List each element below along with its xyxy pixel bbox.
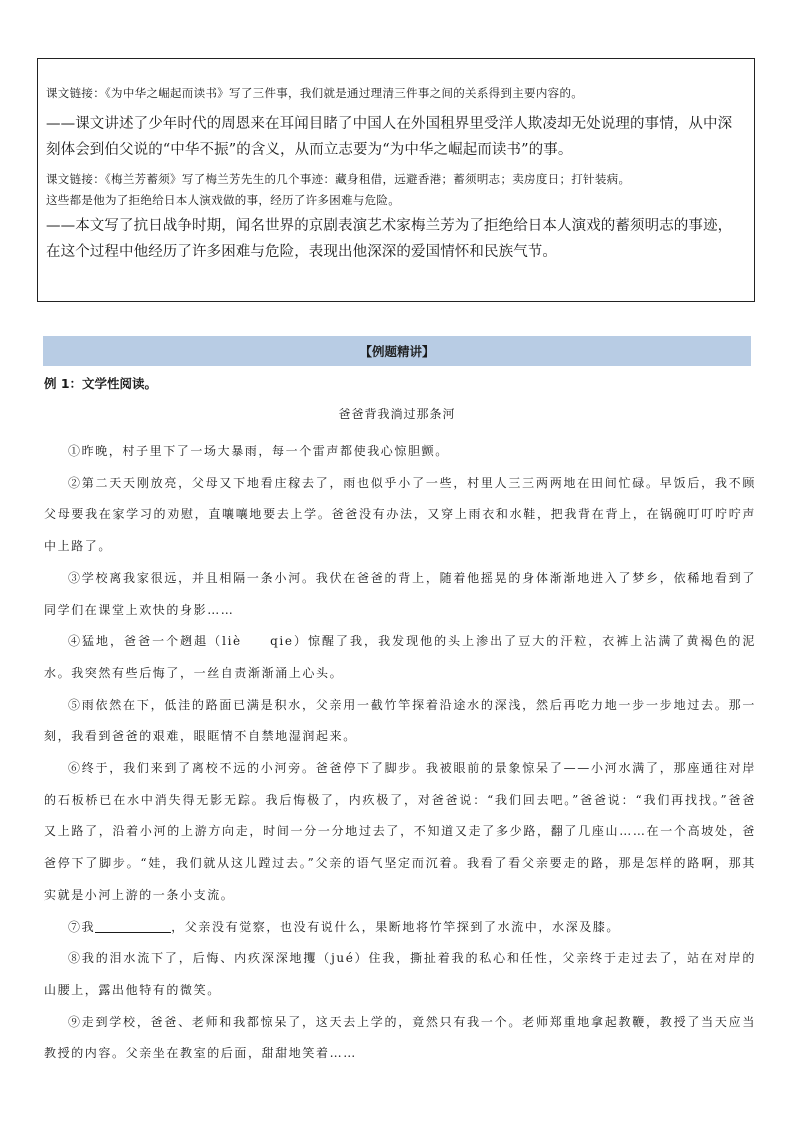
lesson-link-box [37, 58, 755, 302]
example-title: 例 1：文学性阅读。 [44, 376, 158, 391]
lesson-link-2b: 这些都是他为了拒绝给日本人演戏做的事，经历了许多困难与危险。 [46, 193, 400, 207]
paragraph-7-end: ，父亲没有觉察，也没有说什么，果断地将竹竿探到了水流中，水深及膝。 [171, 919, 621, 934]
paragraph-4: ④猛地，爸爸一个趔趄（liè qie）惊醒了我，我发现他的头上渗出了豆大的汗粒，衣裤上沾满了黄褐色的泥水。我突然有些后悔了，一丝自责渐渐涌上心头。 [44, 634, 756, 680]
paragraph-6: ⑥终于，我们来到了离校不远的小河旁。爸爸停下了脚步。我被眼前的景象惊呆了——小河水满了，那座通往对岸的石板桥已在水中消失得无影无踪。我后悔极了，内疚极了，对爸爸说：“我们回去吧。”爸爸说：“我们再找找。”爸爸又上路了，沿着小河的上游方向走，时间一分一分地过去了，不知道又走了多少路，翻了几座山……在一个高坡处，爸爸停下了脚步。“娃，我们就从这儿蹚过去。”父亲的语气坚定而沉着。我看了看父亲要走的路，那是怎样的路啊，那其实就是小河上游的一条小支流。 [44, 761, 756, 902]
story-body [44, 436, 756, 1070]
paragraph-7 [44, 912, 756, 944]
fill-in-blank[interactable] [95, 919, 171, 933]
paragraph-2: ②第二天天刚放亮，父母又下地看庄稼去了，雨也似乎小了一些，村里人三三两两地在田间忙碌。早饭后，我不顾父母要我在家学习的劝慰，直嚷嚷地要去上学。爸爸没有办法，又穿上雨衣和水鞋，把我背在背上，在锅碗叮叮咛咛声中上路了。 [44, 475, 756, 554]
paragraph-7-start: ⑦我 [68, 919, 96, 934]
paragraph-8: ⑧我的泪水流下了，后悔、内疚深深地攫（jué）住我，撕扯着我的私心和任性，父亲终于走过去了，站在对岸的山腰上，露出他特有的微笑。 [44, 951, 756, 997]
lesson-link-2a: 课文链接：《梅兰芳蓄须》写了梅兰芳先生的几个事迹：藏身租借，远避香港；蓄须明志；卖房度日；打针装病。 [46, 172, 631, 186]
paragraph-3: ③学校离我家很远，并且相隔一条小河。我伏在爸爸的背上，随着他摇晃的身体渐渐地进入了梦乡，依稀地看到了同学们在课堂上欢快的身影…… [44, 570, 756, 617]
story-title: 爸爸背我淌过那条河 [338, 407, 456, 421]
section-banner: 【例题精讲】 [43, 336, 751, 366]
paragraph-5: ⑤雨依然在下，低洼的路面已满是积水，父亲用一截竹竿探着沿途水的深浅，然后再吃力地一步一步地过去。那一刻，我看到爸爸的艰难，眼眶情不自禁地湿润起来。 [44, 697, 756, 744]
paragraph-9: ⑨走到学校，爸爸、老师和我都惊呆了，这天去上学的，竟然只有我一个。老师郑重地拿起教鞭，教授了当天应当教授的内容。父亲坐在教室的后面，甜甜地笑着…… [44, 1014, 756, 1061]
lesson-link-1: 课文链接：《为中华之崛起而读书》写了三件事，我们就是通过理清三件事之间的关系得到主要内容的。 [46, 86, 584, 100]
lesson-summary-1: ——课文讲述了少年时代的周恩来在耳闻目睹了中国人在外国租界里受洋人欺凌却无处说理的事情，从中深刻体会到伯父说的“中华不振”的含义，从而立志要为“为中华之崛起而读书”的事。 [46, 116, 733, 158]
paragraph-1: ①昨晚，村子里下了一场大暴雨，每一个雷声都使我心惊胆颤。 [68, 444, 449, 458]
lesson-summary-2: ——本文写了抗日战争时期，闻名世界的京剧表演艺术家梅兰芳为了拒绝给日本人演戏的蓄须明志的事迹，在这个过程中他经历了许多困难与危险，表现出他深深的爱国情怀和民族气节。 [46, 218, 733, 260]
